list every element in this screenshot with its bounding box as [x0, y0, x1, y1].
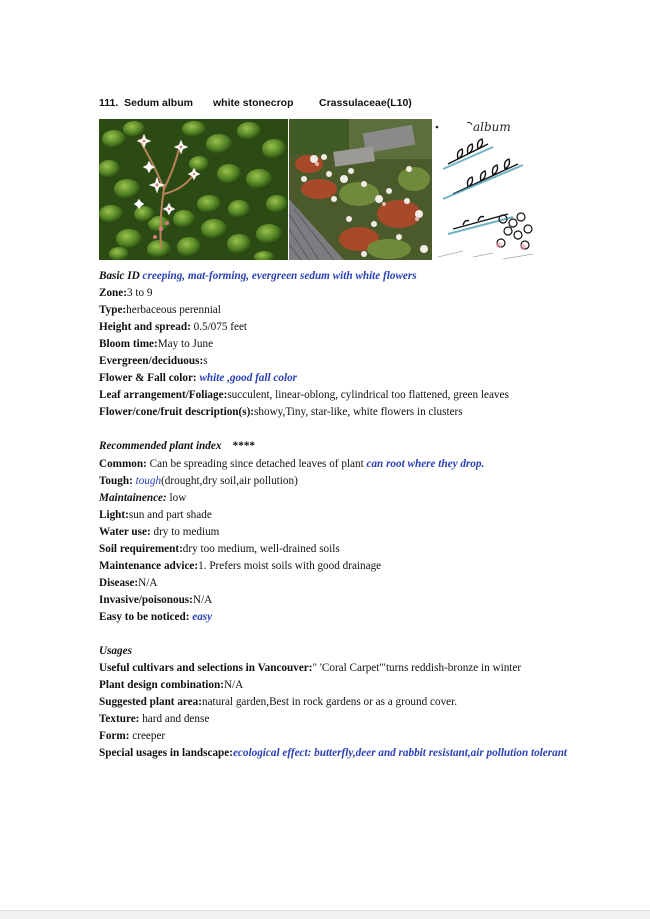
invasive-value: N/A: [192, 593, 213, 606]
special-line: [99, 745, 569, 762]
garden-photo: [289, 119, 432, 260]
water-label: Water use:: [99, 525, 151, 538]
light-line: [99, 507, 569, 524]
bloom-label: Bloom time:: [99, 338, 158, 351]
type-label: Type:: [99, 304, 127, 317]
texture-label: Texture:: [99, 713, 140, 726]
advice-line: [99, 558, 569, 575]
tough-label: Tough:: [99, 474, 133, 487]
special-label: Special usages in landscape:: [99, 747, 233, 760]
disease-value: N/A: [138, 576, 158, 589]
texture-value: hard and dense: [139, 713, 210, 726]
bloom-line: [99, 336, 569, 353]
light-value: sun and part shade: [128, 508, 212, 521]
tough-value-highlight: tough: [132, 474, 162, 487]
basic-id-value: creeping, mat-forming, evergreen sedum with white flowers: [142, 270, 417, 282]
maintenance-label: Maintainence:: [99, 491, 167, 504]
leaf-value: succulent, linear-oblong, cylindrical too flattened, green leaves: [227, 389, 509, 402]
light-label: Light:: [99, 508, 129, 521]
plant-header: [99, 97, 412, 109]
special-value: ecological effect: butterfly,deer and rabbit resistant,air pollution tolerant: [232, 747, 568, 760]
bloom-value: May to June: [157, 338, 214, 351]
common-line: [99, 456, 569, 473]
noticed-value: easy: [189, 610, 213, 623]
common-name: white stonecrop: [213, 97, 294, 109]
basic-id-line: [99, 268, 569, 285]
photo-strip: [99, 119, 540, 260]
noticed-label: Easy to be noticed:: [99, 610, 190, 623]
zone-line: [99, 285, 569, 302]
type-value: herbaceous perennial: [126, 304, 221, 317]
plant-details: [99, 268, 569, 762]
disease-line: [99, 575, 569, 592]
tough-line: [99, 473, 569, 490]
advice-value: 1. Prefers moist soils with good drainage: [198, 559, 382, 572]
closeup-flower-photo: [99, 119, 288, 260]
evergreen-line: [99, 353, 569, 370]
common-label: Common:: [99, 457, 147, 470]
soil-value: dry too medium, well-drained soils: [182, 542, 340, 555]
cultivars-value: " 'Coral Carpet'"turns reddish-bronze in winter: [312, 662, 522, 675]
usages-heading: Usages: [99, 645, 132, 658]
soil-line: [99, 541, 569, 558]
recommended-heading: Recommended plant index: [99, 440, 222, 453]
flower-color-line: [99, 370, 569, 387]
sketch-label: album: [473, 120, 511, 134]
plant-title: [99, 97, 213, 109]
height-line: [99, 319, 569, 336]
zone-value: 3 to 9: [126, 287, 153, 300]
design-label: Plant design combination:: [99, 679, 224, 692]
leaf-label: Leaf arrangement/Foliage:: [99, 389, 228, 402]
sketch-drawing: [433, 119, 540, 260]
flower-color-label: Flower & Fall color:: [99, 372, 197, 385]
basic-id-label: Basic ID: [99, 270, 140, 282]
disease-label: Disease:: [99, 576, 139, 589]
form-line: [99, 728, 569, 745]
flower-desc-value: showy,Tiny, star-like, white flowers in clusters: [254, 406, 463, 419]
area-value: natural garden,Best in rock gardens or as a ground cover.: [201, 696, 458, 709]
form-label: Form:: [99, 730, 130, 743]
page-bottom-edge: [0, 910, 650, 919]
flower-desc-line: [99, 404, 569, 421]
height-value: 0.5/075 feet: [190, 321, 248, 334]
invasive-label: Invasive/poisonous:: [99, 593, 193, 606]
cultivars-line: [99, 660, 569, 677]
cultivars-label: Useful cultivars and selections in Vancouver:: [99, 662, 313, 675]
family-name: Crassulaceae(L10): [319, 97, 412, 109]
evergreen-value: s: [203, 355, 208, 368]
spacer: [99, 421, 569, 438]
spacer: [99, 626, 569, 643]
usages-heading-line: [99, 643, 569, 660]
soil-label: Soil requirement:: [99, 542, 183, 555]
evergreen-label: Evergreen/deciduous:: [99, 355, 204, 368]
recommended-heading-line: [99, 438, 569, 455]
flower-color-value: white ,good fall color: [196, 372, 298, 385]
advice-label: Maintenance advice:: [99, 559, 199, 572]
maintenance-value: low: [166, 491, 187, 504]
design-line: [99, 677, 569, 694]
design-value: N/A: [223, 679, 244, 692]
form-value: creeper: [129, 730, 166, 743]
water-value: dry to medium: [150, 525, 220, 538]
height-label: Height and spread:: [99, 321, 191, 334]
texture-line: [99, 711, 569, 728]
leaf-line: [99, 387, 569, 404]
scientific-name: Sedum album: [124, 97, 193, 109]
common-value: Can be spreading since detached leaves of plant: [146, 457, 367, 470]
common-value-highlight: can root where they drop.: [366, 457, 485, 470]
tough-value: (drought,dry soil,air pollution): [161, 474, 298, 487]
area-label: Suggested plant area:: [99, 696, 202, 709]
maintenance-line: [99, 490, 569, 507]
zone-label: Zone:: [99, 287, 127, 300]
flower-desc-label: Flower/cone/fruit description(s):: [99, 406, 255, 419]
type-line: [99, 302, 569, 319]
noticed-line: [99, 609, 569, 626]
plant-number: 111.: [99, 97, 119, 109]
recommended-stars: ****: [232, 440, 255, 453]
invasive-line: [99, 592, 569, 609]
area-line: [99, 694, 569, 711]
water-line: [99, 524, 569, 541]
